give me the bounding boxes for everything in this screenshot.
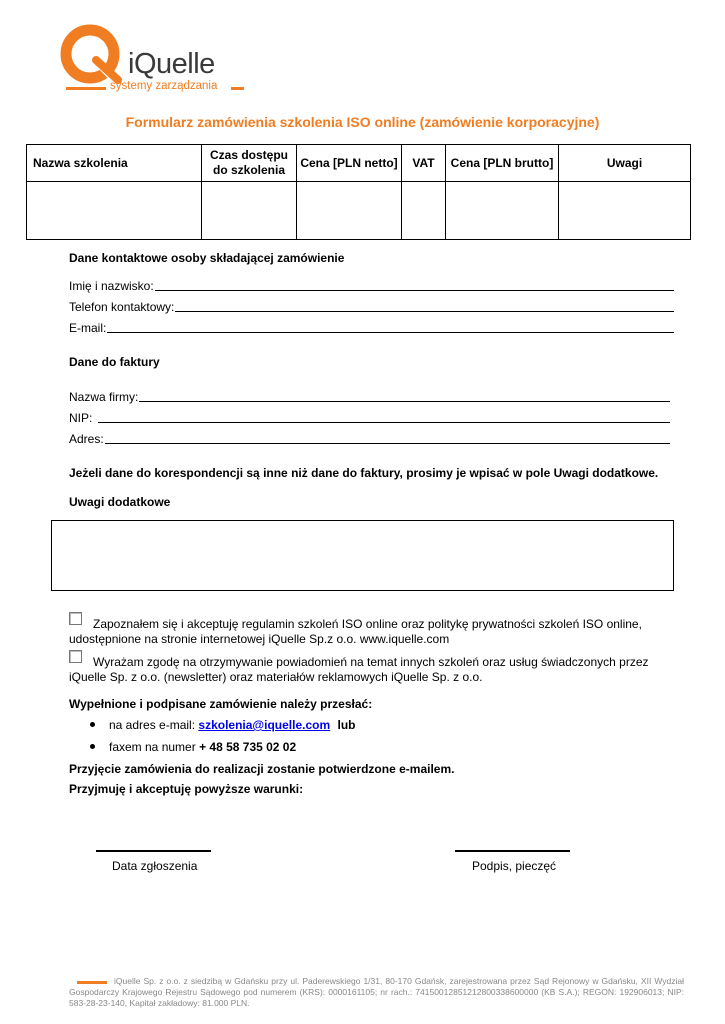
cell-net-price[interactable] bbox=[297, 182, 402, 240]
notes-heading: Uwagi dodatkowe bbox=[69, 495, 171, 509]
col-training-name: Nazwa szkolenia bbox=[27, 145, 202, 182]
bullet-dot bbox=[90, 722, 95, 727]
cell-training-name[interactable] bbox=[27, 182, 202, 240]
phone-field[interactable] bbox=[69, 300, 674, 314]
terms-consent-text: Zapoznałem się i akceptuję regulamin szkoleń ISO online oraz politykę prywatności szkoleń ISO online, udostępnione na stronie internetowej iQuelle Sp.z o.o. www.iquelle.com bbox=[69, 617, 642, 646]
cell-notes[interactable] bbox=[559, 182, 691, 240]
table-header-row bbox=[27, 145, 691, 182]
logo-tagline: systemy zarządzania bbox=[110, 80, 218, 92]
sign-signature-line[interactable] bbox=[455, 850, 570, 852]
col-net-price: Cena [PLN netto] bbox=[297, 145, 402, 182]
table-row bbox=[27, 182, 691, 240]
form-title: Formularz zamówienia szkolenia ISO online (zamówienie korporacyjne) bbox=[125, 114, 600, 130]
col-notes: Uwagi bbox=[559, 145, 691, 182]
sign-label: Podpis, pieczęć bbox=[472, 859, 557, 873]
col-gross-price: Cena [PLN brutto] bbox=[446, 145, 559, 182]
bullet-dot bbox=[90, 744, 95, 749]
cell-vat[interactable] bbox=[402, 182, 446, 240]
email-line[interactable] bbox=[107, 331, 674, 333]
name-field[interactable] bbox=[69, 279, 674, 293]
fax-number: + 48 58 735 02 02 bbox=[199, 740, 297, 754]
order-table bbox=[26, 144, 691, 240]
col-vat: VAT bbox=[402, 145, 446, 182]
address-field[interactable] bbox=[69, 432, 670, 446]
date-signature-line[interactable] bbox=[96, 850, 211, 852]
contact-heading: Dane kontaktowe osoby składającej zamówienie bbox=[69, 251, 345, 265]
newsletter-consent-text: Wyrażam zgodę na otrzymywanie powiadomień na temat innych szkoleń oraz usług świadczonych przez iQuelle Sp. z o.o. (newsletter) oraz materiałów reklamowych iQuelle Sp. z o.o. bbox=[69, 655, 649, 684]
email-suffix: lub bbox=[337, 718, 356, 732]
accept-text: Przyjmuję i akceptuję powyższe warunki: bbox=[69, 782, 304, 796]
correspondence-note: Jeżeli dane do korespondencji są inne niż dane do faktury, prosimy je wpisać w pole Uwagi dodatkowe. bbox=[69, 466, 659, 480]
confirmation-text: Przyjęcie zamówienia do realizacji zostanie potwierdzone e-mailem. bbox=[69, 762, 455, 776]
fax-prefix: faxem na numer bbox=[109, 740, 196, 754]
logo-underline-right bbox=[231, 87, 244, 90]
date-label: Data zgłoszenia bbox=[112, 859, 198, 873]
company-footer: iQuelle Sp. z o.o. z siedzibą w Gdańsku przy ul. Paderewskiego 1/31, 80-170 Gdańsk, zarejestrowana przez Sąd Rejonowy w Gdańsku, XII Wydział Gospodarczy Krajowego Rejestru Sądowego pod numerem (KRS): 0000161105; nr rach.: 74150012851212800338600000 (KB S.A.); REGON: 192906013; NIP: 583-28-23-140, Kapitał zakładowy: 81.000 PLN. bbox=[69, 976, 684, 1008]
notes-box[interactable] bbox=[51, 520, 674, 591]
address-line[interactable] bbox=[105, 442, 670, 444]
name-line[interactable] bbox=[155, 289, 674, 291]
company-label: Nazwa firmy: bbox=[69, 390, 139, 404]
nip-line[interactable] bbox=[98, 421, 670, 423]
nip-label: NIP: bbox=[69, 411, 93, 425]
phone-line[interactable] bbox=[175, 310, 674, 312]
cell-gross-price[interactable] bbox=[446, 182, 559, 240]
invoice-heading: Dane do faktury bbox=[69, 355, 160, 369]
name-label: Imię i nazwisko: bbox=[69, 279, 154, 293]
logo-wordmark: iQuelle bbox=[128, 48, 215, 80]
nip-field[interactable] bbox=[69, 411, 670, 425]
phone-label: Telefon kontaktowy: bbox=[69, 300, 175, 314]
email-field[interactable] bbox=[69, 321, 674, 335]
company-field[interactable] bbox=[69, 390, 670, 404]
email-label: E-mail: bbox=[69, 321, 107, 335]
email-bullet bbox=[90, 718, 355, 732]
address-label: Adres: bbox=[69, 432, 104, 446]
logo-underline-left bbox=[66, 87, 106, 90]
email-prefix: na adres e-mail: bbox=[109, 718, 196, 732]
send-heading: Wypełnione i podpisane zamówienie należy przesłać: bbox=[69, 697, 373, 711]
col-access-time: Czas dostępu do szkolenia bbox=[202, 145, 297, 182]
email-link[interactable]: szkolenia@iquelle.com bbox=[198, 718, 331, 732]
cell-access-time[interactable] bbox=[202, 182, 297, 240]
company-line[interactable] bbox=[139, 400, 670, 402]
fax-bullet bbox=[90, 740, 296, 754]
